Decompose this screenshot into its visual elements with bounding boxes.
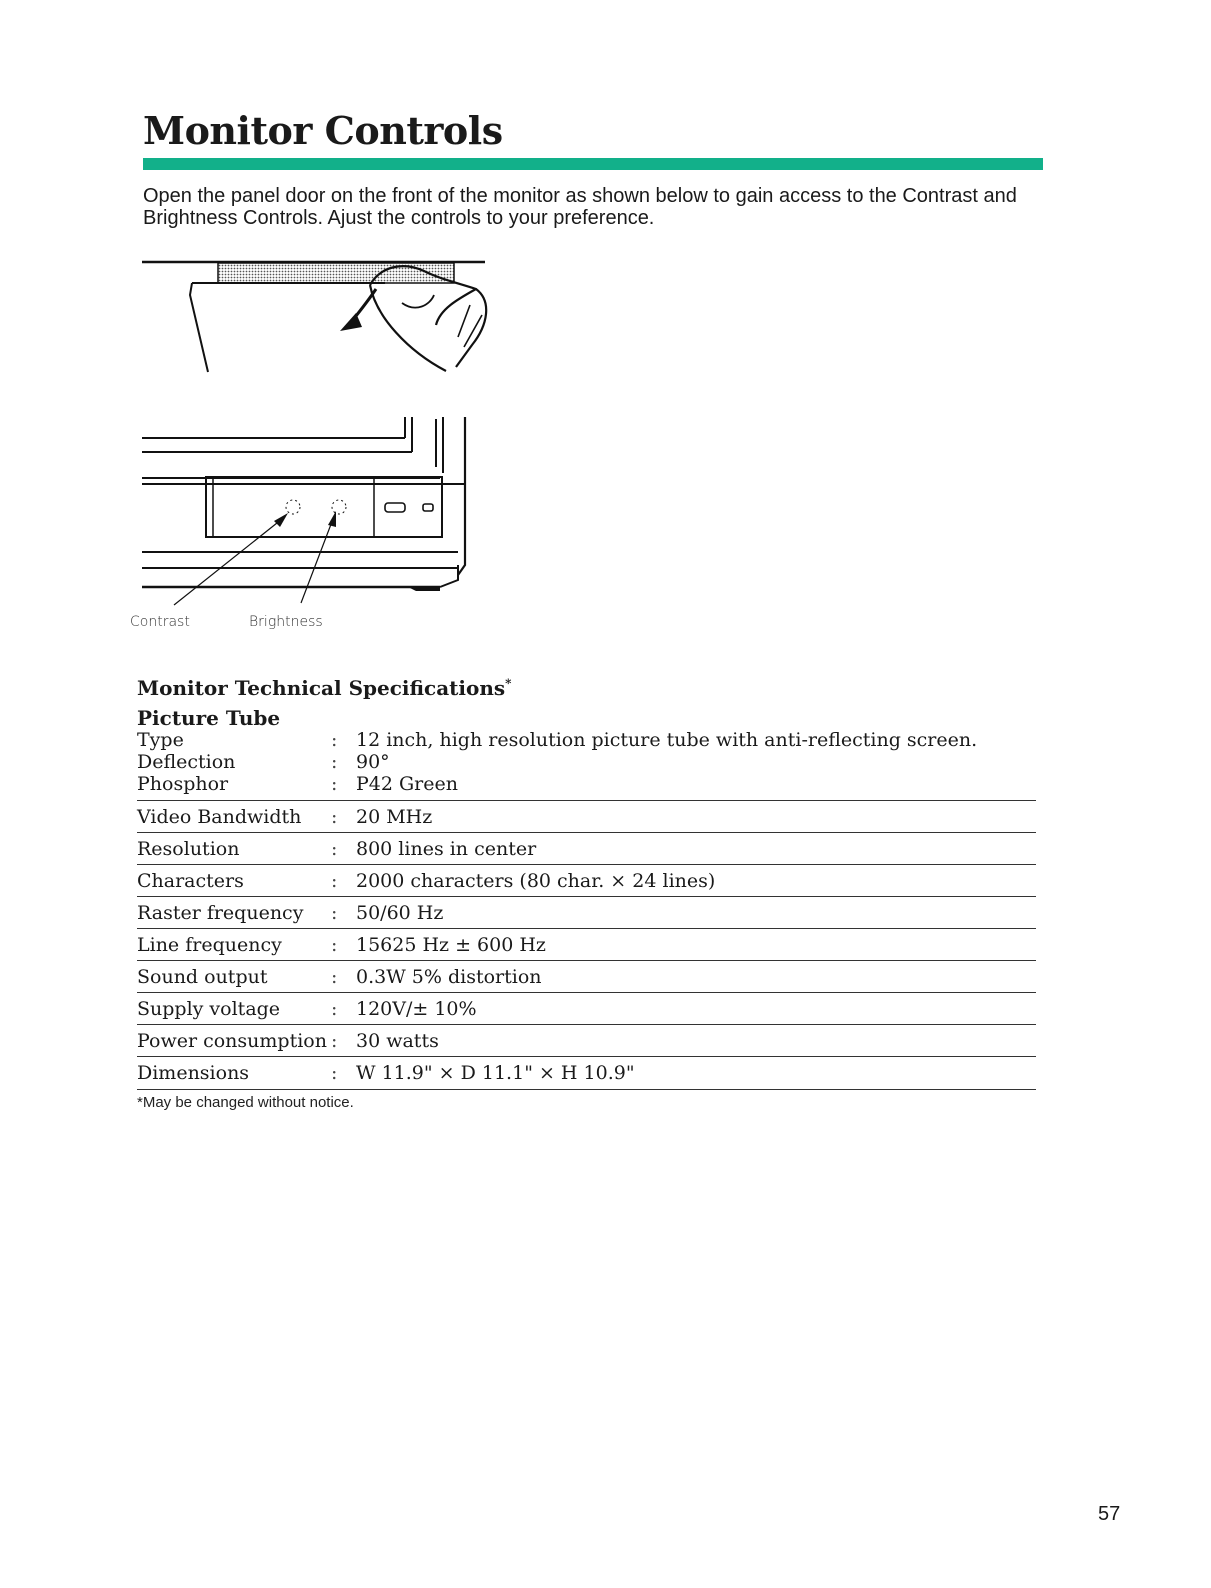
spec-separator: : <box>331 1062 338 1084</box>
spec-label: Resolution <box>137 838 240 860</box>
spec-value: P42 Green <box>356 773 458 795</box>
spec-row <box>137 928 1036 960</box>
spec-separator: : <box>331 806 338 828</box>
panel-door-illustration <box>140 255 500 385</box>
spec-value: 30 watts <box>356 1030 439 1052</box>
spec-value: 50/60 Hz <box>356 902 444 924</box>
spec-row <box>137 1024 1036 1056</box>
spec-separator: : <box>331 902 338 924</box>
specs-heading-mark: * <box>505 676 512 691</box>
spec-value: 20 MHz <box>356 806 433 828</box>
spec-row <box>137 864 1036 896</box>
brightness-label: Brightness <box>249 614 323 630</box>
spec-row <box>137 1056 1036 1090</box>
spec-row <box>137 729 1036 751</box>
spec-label: Power consumption <box>137 1030 327 1052</box>
spec-separator: : <box>331 1030 338 1052</box>
spec-row <box>137 832 1036 864</box>
spec-separator: : <box>331 729 338 751</box>
spec-value: 0.3W 5% distortion <box>356 966 542 988</box>
spec-label: Type <box>137 729 184 751</box>
page-number: 57 <box>1098 1503 1121 1525</box>
footnote: *May be changed without notice. <box>137 1094 354 1111</box>
specs-heading-text: Monitor Technical Specifications <box>137 676 506 700</box>
spec-row <box>137 773 1036 795</box>
spec-value: 15625 Hz ± 600 Hz <box>356 934 546 956</box>
spec-value: 90° <box>356 751 390 773</box>
spec-row <box>137 992 1036 1024</box>
page-title: Monitor Controls <box>143 108 503 153</box>
spec-separator: : <box>331 966 338 988</box>
specs-subheading: Picture Tube <box>137 706 281 730</box>
specs-table <box>137 800 1037 1090</box>
spec-row <box>137 751 1036 773</box>
spec-separator: : <box>331 838 338 860</box>
spec-value: 800 lines in center <box>356 838 537 860</box>
spec-label: Sound output <box>137 966 268 988</box>
spec-row <box>137 896 1036 928</box>
spec-value: 12 inch, high resolution picture tube with anti-reflecting screen. <box>356 729 978 751</box>
spec-label: Deflection <box>137 751 236 773</box>
spec-value: W 11.9" × D 11.1" × H 10.9" <box>356 1062 635 1084</box>
front-panel-illustration <box>140 415 480 610</box>
spec-label: Dimensions <box>137 1062 250 1084</box>
title-rule <box>143 158 1043 170</box>
spec-separator: : <box>331 773 338 795</box>
spec-label: Raster frequency <box>137 902 304 924</box>
picture-tube-list <box>137 729 1037 795</box>
intro-paragraph: Open the panel door on the front of the monitor as shown below to gain access to the Contrast and Brightness Controls. Ajust the controls to your preference. <box>143 185 1017 229</box>
spec-separator: : <box>331 934 338 956</box>
spec-label: Characters <box>137 870 244 892</box>
spec-label: Phosphor <box>137 773 229 795</box>
spec-separator: : <box>331 998 338 1020</box>
spec-label: Line frequency <box>137 934 282 956</box>
spec-value: 2000 characters (80 char. × 24 lines) <box>356 870 716 892</box>
specs-heading <box>137 676 511 700</box>
spec-separator: : <box>331 751 338 773</box>
contrast-label: Contrast <box>130 614 190 630</box>
spec-row <box>137 960 1036 992</box>
spec-value: 120V/± 10% <box>356 998 477 1020</box>
spec-label: Supply voltage <box>137 998 281 1020</box>
spec-separator: : <box>331 870 338 892</box>
spec-row <box>137 800 1036 832</box>
spec-label: Video Bandwidth <box>137 806 302 828</box>
